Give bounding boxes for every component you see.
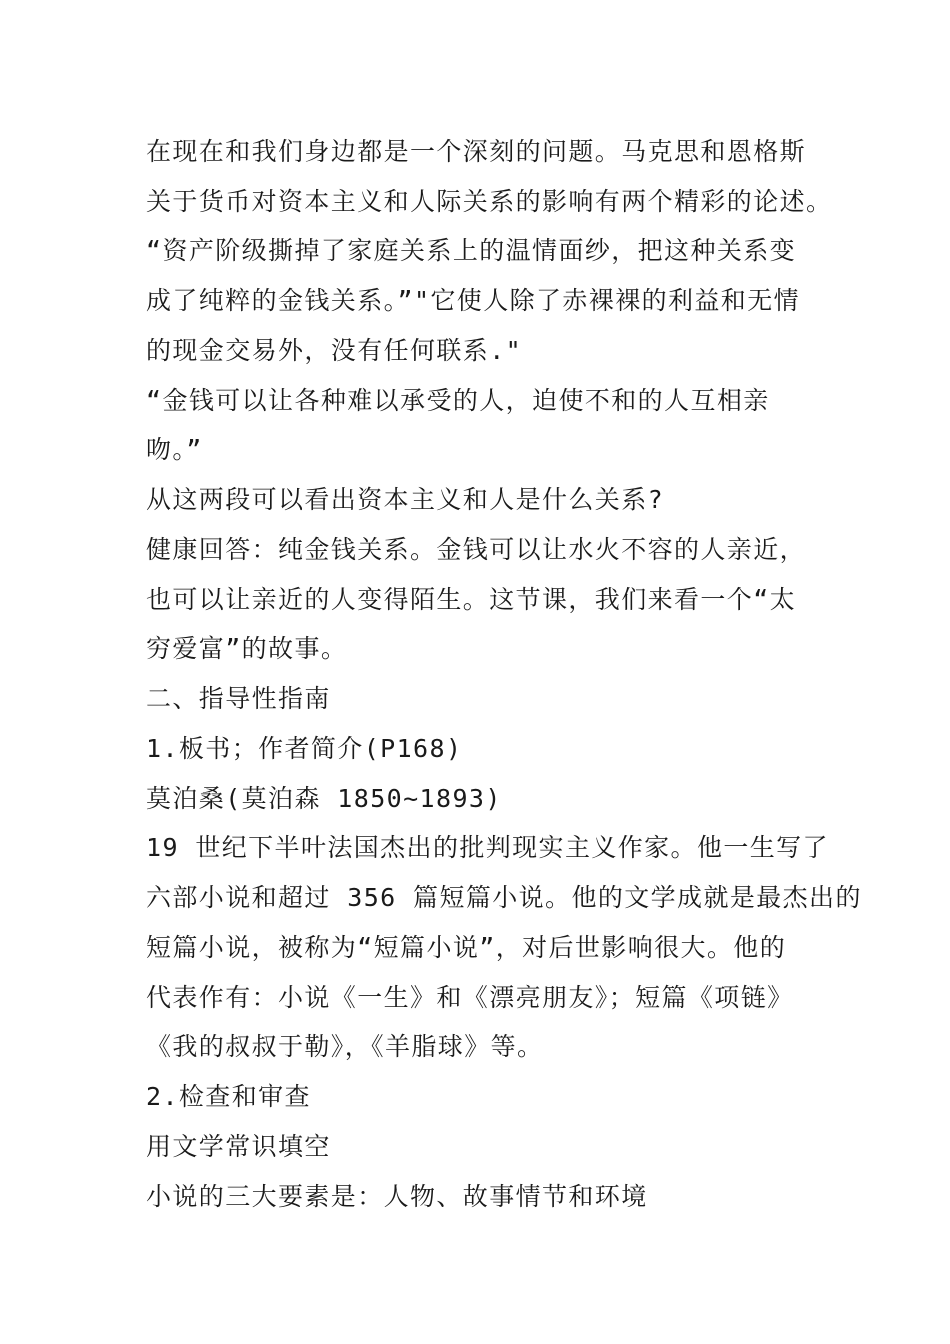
text-line: 穷爱富”的故事。 bbox=[146, 634, 348, 663]
text-line: 1.板书；作者简介(P168) bbox=[146, 734, 463, 763]
text-line: 用文学常识填空 bbox=[146, 1132, 331, 1161]
text-line: 莫泊桑(莫泊森 1850~1893) bbox=[146, 784, 502, 813]
text-line: 六部小说和超过 356 篇短篇小说。他的文学成就是最杰出的 bbox=[146, 883, 862, 912]
section-heading: 二、指导性指南 bbox=[146, 684, 331, 713]
text-line: 短篇小说，被称为“短篇小说”，对后世影响很大。他的 bbox=[146, 933, 787, 962]
text-line: “金钱可以让各种难以承受的人，迫使不和的人互相亲 bbox=[146, 386, 770, 415]
text-line: 吻。” bbox=[146, 435, 203, 464]
text-line: 成了纯粹的金钱关系。”"它使人除了赤裸裸的利益和无情 bbox=[146, 286, 801, 315]
text-line: 19 世纪下半叶法国杰出的批判现实主义作家。他一生写了 bbox=[146, 833, 829, 862]
text-line: 也可以让亲近的人变得陌生。这节课，我们来看一个“太 bbox=[146, 585, 797, 614]
text-line: 关于货币对资本主义和人际关系的影响有两个精彩的论述。 bbox=[146, 187, 833, 216]
text-line: 《我的叔叔于勒》，《羊脂球》等。 bbox=[146, 1032, 544, 1061]
text-line: 代表作有：小说《一生》和《漂亮朋友》；短篇《项链》 bbox=[146, 983, 794, 1012]
text-line: 在现在和我们身边都是一个深刻的问题。马克思和恩格斯 bbox=[146, 137, 807, 166]
text-line: 的现金交易外，没有任何联系." bbox=[146, 336, 523, 365]
text-line: 2.检查和审查 bbox=[146, 1082, 311, 1111]
text-line: “资产阶级撕掉了家庭关系上的温情面纱，把这种关系变 bbox=[146, 236, 797, 265]
text-line: 小说的三大要素是：人物、故事情节和环境 bbox=[146, 1182, 648, 1211]
text-line: 从这两段可以看出资本主义和人是什么关系? bbox=[146, 485, 665, 514]
text-line: 健康回答：纯金钱关系。金钱可以让水火不容的人亲近， bbox=[146, 535, 807, 564]
